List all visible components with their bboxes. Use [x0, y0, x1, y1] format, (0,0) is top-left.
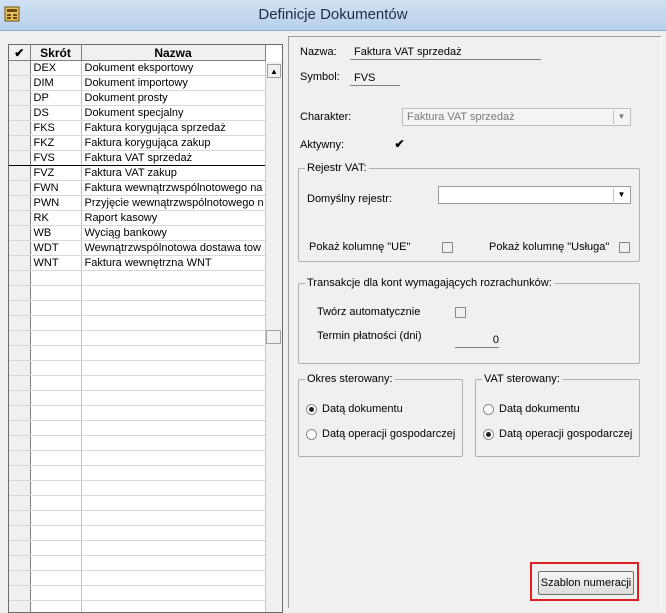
cell-skrot[interactable] [30, 511, 81, 526]
table-row[interactable] [9, 571, 265, 586]
grid-scrollbar[interactable] [265, 62, 282, 612]
cell-skrot[interactable]: WB [30, 226, 81, 241]
table-row[interactable] [9, 136, 265, 151]
column-header-check[interactable]: ✔ [9, 45, 30, 61]
cell-nazwa[interactable] [81, 346, 265, 361]
charakter-label: Charakter: [300, 111, 351, 123]
cell-nazwa[interactable]: Faktura korygująca zakup [81, 136, 265, 151]
row-selector[interactable] [9, 526, 30, 541]
symbol-field[interactable]: FVS [354, 72, 375, 84]
okres-radio-dokument[interactable] [306, 404, 317, 415]
cell-nazwa[interactable] [81, 601, 265, 613]
cell-nazwa[interactable] [81, 436, 265, 451]
table-row[interactable] [9, 421, 265, 436]
cell-nazwa[interactable]: Wewnątrzwspólnotowa dostawa tow [81, 241, 265, 256]
table-row[interactable] [9, 511, 265, 526]
cell-skrot[interactable] [30, 451, 81, 466]
row-selector[interactable] [9, 586, 30, 601]
cell-skrot[interactable] [30, 586, 81, 601]
row-selector[interactable] [9, 181, 30, 196]
row-selector[interactable] [9, 151, 30, 166]
transakcje-legend: Transakcje dla kont wymagających rozrachunków: [305, 277, 554, 289]
cell-skrot[interactable] [30, 601, 81, 613]
table-row[interactable] [9, 166, 265, 181]
table-row[interactable] [9, 196, 265, 211]
row-selector[interactable] [9, 436, 30, 451]
vat-radio-operacja[interactable] [483, 429, 494, 440]
chevron-down-icon: ▼ [613, 110, 629, 124]
cell-skrot[interactable] [30, 361, 81, 376]
table-row[interactable] [9, 406, 265, 421]
cell-skrot[interactable]: FVS [30, 151, 81, 166]
row-selector[interactable] [9, 346, 30, 361]
vat-option-dokument[interactable]: Datą dokumentu [499, 403, 580, 415]
cell-skrot[interactable] [30, 331, 81, 346]
cell-nazwa[interactable] [81, 301, 265, 316]
table-row[interactable] [9, 181, 265, 196]
cell-skrot[interactable] [30, 466, 81, 481]
table-row[interactable] [9, 376, 265, 391]
row-selector[interactable] [9, 61, 30, 76]
scroll-up-icon[interactable]: ▲ [267, 64, 281, 78]
okres-group [298, 373, 463, 457]
rejestr-vat-legend: Rejestr VAT: [305, 162, 369, 174]
vat-option-operacja[interactable]: Datą operacji gospodarczej [499, 428, 632, 440]
okres-option-operacja[interactable]: Datą operacji gospodarczej [322, 428, 455, 440]
row-selector[interactable] [9, 496, 30, 511]
aktywny-label: Aktywny: [300, 139, 344, 151]
table-row[interactable] [9, 496, 265, 511]
row-selector[interactable] [9, 391, 30, 406]
charakter-value: Faktura VAT sprzedaż [407, 111, 515, 123]
row-selector[interactable] [9, 406, 30, 421]
row-selector[interactable] [9, 466, 30, 481]
table-row[interactable] [9, 436, 265, 451]
cell-nazwa[interactable]: Faktura wewnętrzna WNT [81, 256, 265, 271]
usluga-checkbox[interactable] [619, 242, 630, 253]
cell-nazwa[interactable] [81, 331, 265, 346]
aktywny-checkbox[interactable] [394, 140, 405, 151]
symbol-label: Symbol: [300, 71, 340, 83]
column-header-skrot[interactable]: Skrót [30, 45, 81, 61]
table-row[interactable] [9, 76, 265, 91]
cell-skrot[interactable] [30, 391, 81, 406]
row-selector[interactable] [9, 481, 30, 496]
cell-skrot[interactable] [30, 436, 81, 451]
cell-nazwa[interactable] [81, 511, 265, 526]
table-row[interactable] [9, 361, 265, 376]
domyslny-rejestr-label: Domyślny rejestr: [307, 193, 392, 205]
table-row[interactable] [9, 541, 265, 556]
cell-nazwa[interactable]: Dokument eksportowy [81, 61, 265, 76]
cell-skrot[interactable]: WNT [30, 256, 81, 271]
cell-nazwa[interactable]: Dokument importowy [81, 76, 265, 91]
column-header-nazwa[interactable]: Nazwa [81, 45, 265, 61]
table-row[interactable] [9, 316, 265, 331]
row-selector[interactable] [9, 196, 30, 211]
cell-skrot[interactable] [30, 496, 81, 511]
table-row[interactable] [9, 301, 265, 316]
cell-nazwa[interactable] [81, 406, 265, 421]
nazwa-field[interactable]: Faktura VAT sprzedaż [354, 46, 462, 58]
documents-grid[interactable] [8, 44, 283, 613]
cell-nazwa[interactable]: Faktura VAT sprzedaż [81, 151, 265, 166]
cell-skrot[interactable] [30, 301, 81, 316]
table-row[interactable] [9, 61, 265, 76]
usluga-label: Pokaż kolumnę "Usługa" [489, 241, 609, 253]
table-row[interactable] [9, 601, 265, 613]
row-selector[interactable] [9, 361, 30, 376]
table-row[interactable] [9, 556, 265, 571]
chevron-down-icon: ▼ [613, 188, 629, 202]
table-row[interactable] [9, 526, 265, 541]
transakcje-group [298, 277, 640, 364]
row-selector[interactable] [9, 601, 30, 613]
okres-radio-operacja[interactable] [306, 429, 317, 440]
table-row[interactable] [9, 391, 265, 406]
cell-skrot[interactable]: RK [30, 211, 81, 226]
row-selector[interactable] [9, 106, 30, 121]
okres-legend: Okres sterowany: [305, 373, 395, 385]
row-selector[interactable] [9, 271, 30, 286]
cell-nazwa[interactable] [81, 466, 265, 481]
cell-nazwa[interactable]: Dokument specjalny [81, 106, 265, 121]
vat-group [475, 373, 640, 457]
table-row[interactable] [9, 151, 265, 166]
vat-radio-dokument[interactable] [483, 404, 494, 415]
cell-skrot[interactable] [30, 421, 81, 436]
cell-nazwa[interactable] [81, 451, 265, 466]
cell-skrot[interactable] [30, 346, 81, 361]
table-row[interactable] [9, 211, 265, 226]
termin-underline [455, 347, 499, 348]
cell-nazwa[interactable]: Przyjęcie wewnątrzwspólnotowego n [81, 196, 265, 211]
cell-nazwa[interactable] [81, 376, 265, 391]
cell-skrot[interactable] [30, 271, 81, 286]
cell-skrot[interactable]: FKZ [30, 136, 81, 151]
row-selector[interactable] [9, 136, 30, 151]
termin-field[interactable]: 0 [455, 334, 499, 346]
row-selector[interactable] [9, 91, 30, 106]
cell-nazwa[interactable]: Faktura VAT zakup [81, 166, 265, 181]
cell-skrot[interactable] [30, 541, 81, 556]
row-selector[interactable] [9, 556, 30, 571]
nazwa-underline [350, 59, 541, 60]
cell-skrot[interactable]: FVZ [30, 166, 81, 181]
cell-nazwa[interactable] [81, 361, 265, 376]
termin-label: Termin płatności (dni) [317, 330, 422, 342]
cell-skrot[interactable]: FKS [30, 121, 81, 136]
szablon-numeracji-button[interactable]: Szablon numeracji [538, 571, 634, 595]
cell-nazwa[interactable]: Faktura wewnątrzwspólnotowego na [81, 181, 265, 196]
cell-skrot[interactable]: DEX [30, 61, 81, 76]
row-selector[interactable] [9, 211, 30, 226]
row-selector[interactable] [9, 451, 30, 466]
cell-skrot[interactable]: DIM [30, 76, 81, 91]
ue-checkbox[interactable] [442, 242, 453, 253]
table-row[interactable] [9, 121, 265, 136]
document-details-panel [288, 36, 662, 608]
table-row[interactable] [9, 466, 265, 481]
cell-nazwa[interactable] [81, 286, 265, 301]
row-selector[interactable] [9, 541, 30, 556]
row-selector[interactable] [9, 226, 30, 241]
nazwa-label: Nazwa: [300, 46, 337, 58]
cell-skrot[interactable] [30, 406, 81, 421]
auto-checkbox[interactable] [455, 307, 466, 318]
cell-nazwa[interactable] [81, 421, 265, 436]
auto-label: Twórz automatycznie [317, 306, 420, 318]
cell-skrot[interactable] [30, 556, 81, 571]
row-selector[interactable] [9, 571, 30, 586]
row-selector[interactable] [9, 166, 30, 181]
domyslny-rejestr-select[interactable] [438, 186, 631, 204]
cell-nazwa[interactable] [81, 556, 265, 571]
scroll-thumb[interactable] [266, 330, 281, 344]
table-row[interactable] [9, 106, 265, 121]
row-selector[interactable] [9, 316, 30, 331]
table-row[interactable] [9, 256, 265, 271]
cell-skrot[interactable]: DP [30, 91, 81, 106]
cell-skrot[interactable] [30, 526, 81, 541]
table-row[interactable] [9, 286, 265, 301]
cell-nazwa[interactable] [81, 391, 265, 406]
cell-nazwa[interactable] [81, 586, 265, 601]
cell-nazwa[interactable]: Dokument prosty [81, 91, 265, 106]
row-selector[interactable] [9, 256, 30, 271]
symbol-underline [350, 85, 400, 86]
checkmark-icon: ✔ [394, 137, 404, 151]
cell-nazwa[interactable]: Wyciąg bankowy [81, 226, 265, 241]
row-selector[interactable] [9, 121, 30, 136]
cell-nazwa[interactable] [81, 316, 265, 331]
cell-nazwa[interactable] [81, 496, 265, 511]
row-selector[interactable] [9, 331, 30, 346]
table-row[interactable] [9, 586, 265, 601]
cell-nazwa[interactable] [81, 571, 265, 586]
table-row[interactable] [9, 241, 265, 256]
cell-nazwa[interactable]: Faktura korygująca sprzedaż [81, 121, 265, 136]
row-selector[interactable] [9, 301, 30, 316]
cell-nazwa[interactable] [81, 481, 265, 496]
row-selector[interactable] [9, 511, 30, 526]
row-selector[interactable] [9, 241, 30, 256]
table-row[interactable] [9, 451, 265, 466]
cell-skrot[interactable]: PWN [30, 196, 81, 211]
cell-nazwa[interactable] [81, 541, 265, 556]
cell-skrot[interactable] [30, 571, 81, 586]
cell-skrot[interactable]: FWN [30, 181, 81, 196]
cell-skrot[interactable] [30, 376, 81, 391]
row-selector[interactable] [9, 76, 30, 91]
cell-skrot[interactable]: WDT [30, 241, 81, 256]
cell-skrot[interactable]: DS [30, 106, 81, 121]
charakter-select[interactable] [402, 108, 631, 126]
okres-option-dokument[interactable]: Datą dokumentu [322, 403, 403, 415]
cell-skrot[interactable] [30, 286, 81, 301]
row-selector[interactable] [9, 421, 30, 436]
cell-skrot[interactable] [30, 481, 81, 496]
table-row[interactable] [9, 91, 265, 106]
table-row[interactable] [9, 346, 265, 361]
cell-skrot[interactable] [30, 316, 81, 331]
cell-nazwa[interactable] [81, 271, 265, 286]
vat-legend: VAT sterowany: [482, 373, 562, 385]
table-row[interactable] [9, 331, 265, 346]
title-bar [0, 0, 666, 31]
table-row[interactable] [9, 481, 265, 496]
ue-label: Pokaż kolumnę "UE" [309, 241, 410, 253]
cell-nazwa[interactable]: Raport kasowy [81, 211, 265, 226]
table-row[interactable] [9, 226, 265, 241]
window-title: Definicje Dokumentów [0, 6, 666, 23]
cell-nazwa[interactable] [81, 526, 265, 541]
row-selector[interactable] [9, 286, 30, 301]
table-row[interactable] [9, 271, 265, 286]
row-selector[interactable] [9, 376, 30, 391]
